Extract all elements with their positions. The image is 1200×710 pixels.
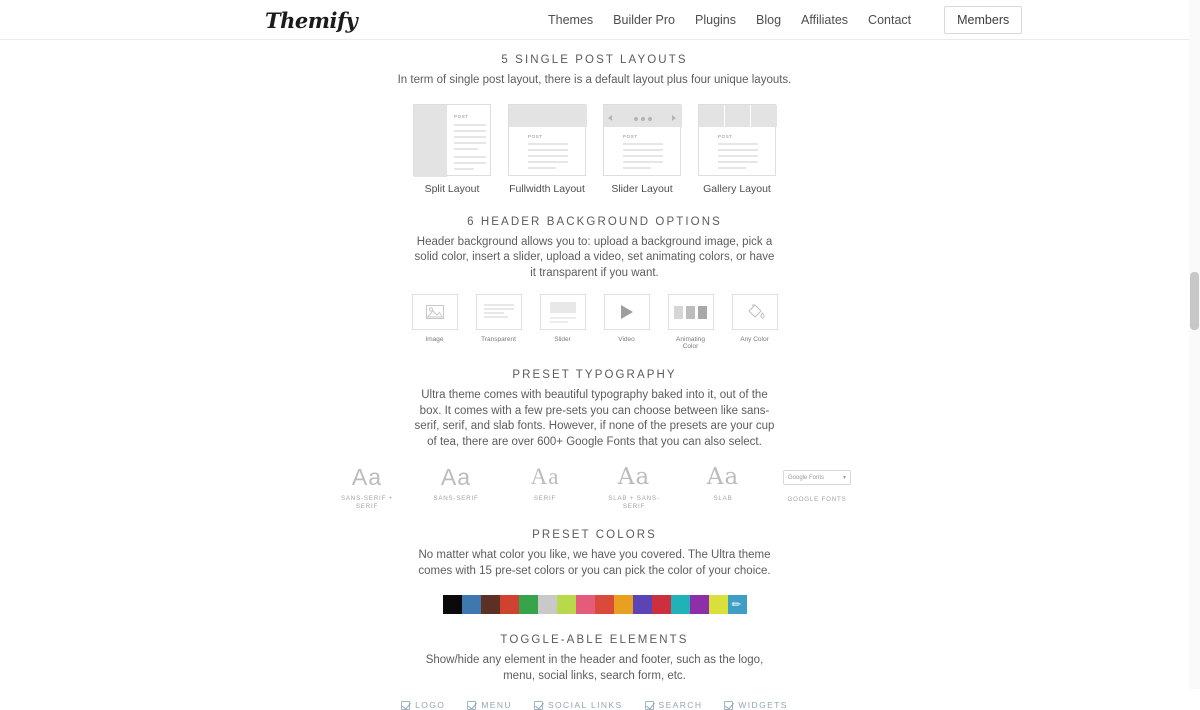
layout-caption-split: Split Layout [424,182,480,195]
header-bg-options [0,294,1189,350]
section-title-toggles: TOGGLE-ABLE ELEMENTS [500,634,689,646]
typography-preset-slab-sans-serif[interactable] [603,464,665,511]
toggle-list [0,700,1189,710]
typography-sample-1: Aa [351,464,383,490]
section-desc-header-bg: Header background allows you to: upload a background image, pick a solid color, insert a slider, upload a video, set animating colors, or have it transparent if you want. [414,235,775,279]
header-bg-caption-animating-color: Animating Color [676,336,705,350]
color-swatch-10[interactable] [614,595,633,614]
toggle-item-menu[interactable] [467,700,512,710]
nav-item-builder-pro[interactable]: Builder Pro [613,13,675,27]
color-swatch-9[interactable] [595,595,614,614]
section-title-layouts: 5 SINGLE POST LAYOUTS [501,54,688,66]
header-bg-option-slider[interactable] [540,294,586,350]
typography-sample-3: Aa [530,464,560,489]
typography-caption-5: SLAB [713,495,733,502]
layout-item-fullwidth[interactable] [508,104,586,195]
color-swatch-5[interactable] [519,595,538,614]
color-swatch-6[interactable] [538,595,557,614]
layout-preview-slider [603,104,681,176]
typography-presets [0,464,1189,511]
section-desc-typography: Ultra theme comes with beautiful typography baked into it, out of the box. It comes with a few pre-sets you can choose between like sans-serif, serif, and slab fonts. However, if none of the presets are your cup of tea, there are over 600+ Google Fonts that you can also select. [414,389,775,448]
typography-preset-sans-serif[interactable] [425,464,487,503]
layout-caption-fullwidth: Fullwidth Layout [509,182,585,195]
section-toggleable-elements [0,634,1189,710]
header-bg-caption-image: Image [425,336,444,343]
checkbox-checked-icon[interactable] [645,701,654,710]
toggle-label-logo: LOGO [415,700,446,710]
toggle-label-search: SEARCH [658,700,703,710]
nav-item-affiliates[interactable]: Affiliates [801,13,849,27]
checkbox-checked-icon[interactable] [401,701,410,710]
site-logo[interactable]: Themify [265,8,358,33]
color-swatch-7[interactable] [557,595,576,614]
section-header-background [0,216,1189,351]
section-title-header-bg: 6 HEADER BACKGROUND OPTIONS [467,215,722,228]
typography-sample-2: Aa [440,464,472,490]
typography-sample-4: Aa [617,464,651,490]
play-icon [604,294,650,330]
toggle-label-widgets: WIDGETS [738,700,788,710]
blocks-icon [668,294,714,330]
image-icon [412,294,458,330]
typography-caption-1: SANS-SERIF + SERIF [340,495,394,510]
checkbox-checked-icon[interactable] [467,701,476,710]
page-content [0,40,1189,710]
image-icon-svg [426,305,444,319]
toggle-item-search[interactable] [645,700,703,710]
color-swatch-8[interactable] [576,595,595,614]
header-bg-caption-slider: Slider [554,336,571,343]
site-header [0,0,1189,40]
vertical-scrollbar-track[interactable] [1189,0,1200,689]
eyedropper-icon: ✎ [729,597,745,613]
layout-preview-fullwidth [508,104,586,176]
header-bg-caption-video: Video [618,336,635,343]
nav-item-plugins[interactable]: Plugins [695,13,736,27]
nav-item-blog[interactable]: Blog [756,13,782,27]
color-picker-swatch[interactable] [728,595,747,614]
color-swatch-14[interactable] [690,595,709,614]
typography-caption-2: SANS-SERIF [433,495,479,502]
color-swatch-12[interactable] [652,595,671,614]
layout-badge-gallery: POST [718,133,733,139]
header-bg-option-image[interactable] [412,294,458,350]
layout-preview-gallery [698,104,776,176]
color-swatch-2[interactable] [462,595,481,614]
google-fonts-select[interactable] [783,470,851,485]
chevron-down-icon: ▾ [842,475,846,481]
paint-bucket-icon [732,294,778,330]
typography-preset-sans-serif-serif[interactable] [336,464,398,511]
typography-caption-google-fonts: GOOGLE FONTS [787,496,847,503]
color-swatch-13[interactable] [671,595,690,614]
section-preset-colors [0,529,1189,614]
section-title-typography: PRESET TYPOGRAPHY [512,369,677,381]
color-swatch-11[interactable] [633,595,652,614]
layout-preview-split [413,104,491,176]
layout-item-gallery[interactable] [698,104,776,195]
clipped-text-above [0,68,1189,80]
layout-item-slider[interactable] [603,104,681,195]
header-bg-option-video[interactable] [604,294,650,350]
header-bg-option-any-color[interactable] [732,294,778,350]
checkbox-checked-icon[interactable] [534,701,543,710]
section-desc-layouts: In term of single post layout, there is a default layout plus four unique layouts. [397,74,792,86]
color-swatch-15[interactable] [709,595,728,614]
toggle-item-logo[interactable] [401,700,445,710]
toggle-item-widgets[interactable] [724,700,787,710]
section-title-colors: PRESET COLORS [532,529,657,541]
layout-badge-slider: POST [623,133,638,139]
nav-item-themes[interactable]: Themes [548,13,594,27]
header-bg-option-animating-color[interactable] [668,294,714,350]
vertical-scrollbar-thumb[interactable] [1190,272,1199,330]
section-desc-toggles: Show/hide any element in the header and footer, such as the logo, menu, social links, search form, etc. [425,654,764,682]
typography-preset-serif[interactable] [514,464,576,503]
section-preset-typography [0,369,1189,511]
toggle-label-menu: MENU [481,700,512,710]
main-nav [548,0,1022,40]
header-bg-caption-any-color: Any Color [740,336,769,343]
typography-caption-3: SERIF [533,495,557,502]
lines-icon [476,294,522,330]
layout-thumbnails [0,104,1189,195]
google-fonts-select-value: Google Fonts [788,474,825,481]
checkbox-checked-icon[interactable] [724,701,733,710]
layout-item-split[interactable] [413,104,491,195]
typography-caption-4: SLAB + SANS-SERIF [608,495,660,510]
layout-badge-split: POST [454,113,469,119]
header-bg-caption-transparent: Transparent [481,336,516,343]
color-swatch-4[interactable] [500,595,519,614]
typography-preset-google-fonts[interactable] [781,464,853,504]
slider-icon [540,294,586,330]
layout-badge-fullwidth: POST [528,133,543,139]
paint-bucket-icon-svg [745,303,765,321]
toggle-label-social-links: SOCIAL LINKS [547,700,623,710]
layout-caption-gallery: Gallery Layout [703,182,771,195]
header-bg-option-transparent[interactable] [476,294,522,350]
layout-caption-slider: Slider Layout [611,182,673,195]
color-swatch-row [0,595,1189,614]
color-swatch-1[interactable] [443,595,462,614]
members-button[interactable]: Members [944,6,1022,34]
typography-sample-5: Aa [706,464,740,490]
typography-preset-slab[interactable] [692,464,754,503]
toggle-item-social-links[interactable] [534,700,623,710]
section-desc-colors: No matter what color you like, we have you covered. The Ultra theme comes with 15 pre-set colors or you can pick the color of your choice. [418,549,771,577]
nav-item-contact[interactable]: Contact [868,13,912,27]
color-swatch-3[interactable] [481,595,500,614]
